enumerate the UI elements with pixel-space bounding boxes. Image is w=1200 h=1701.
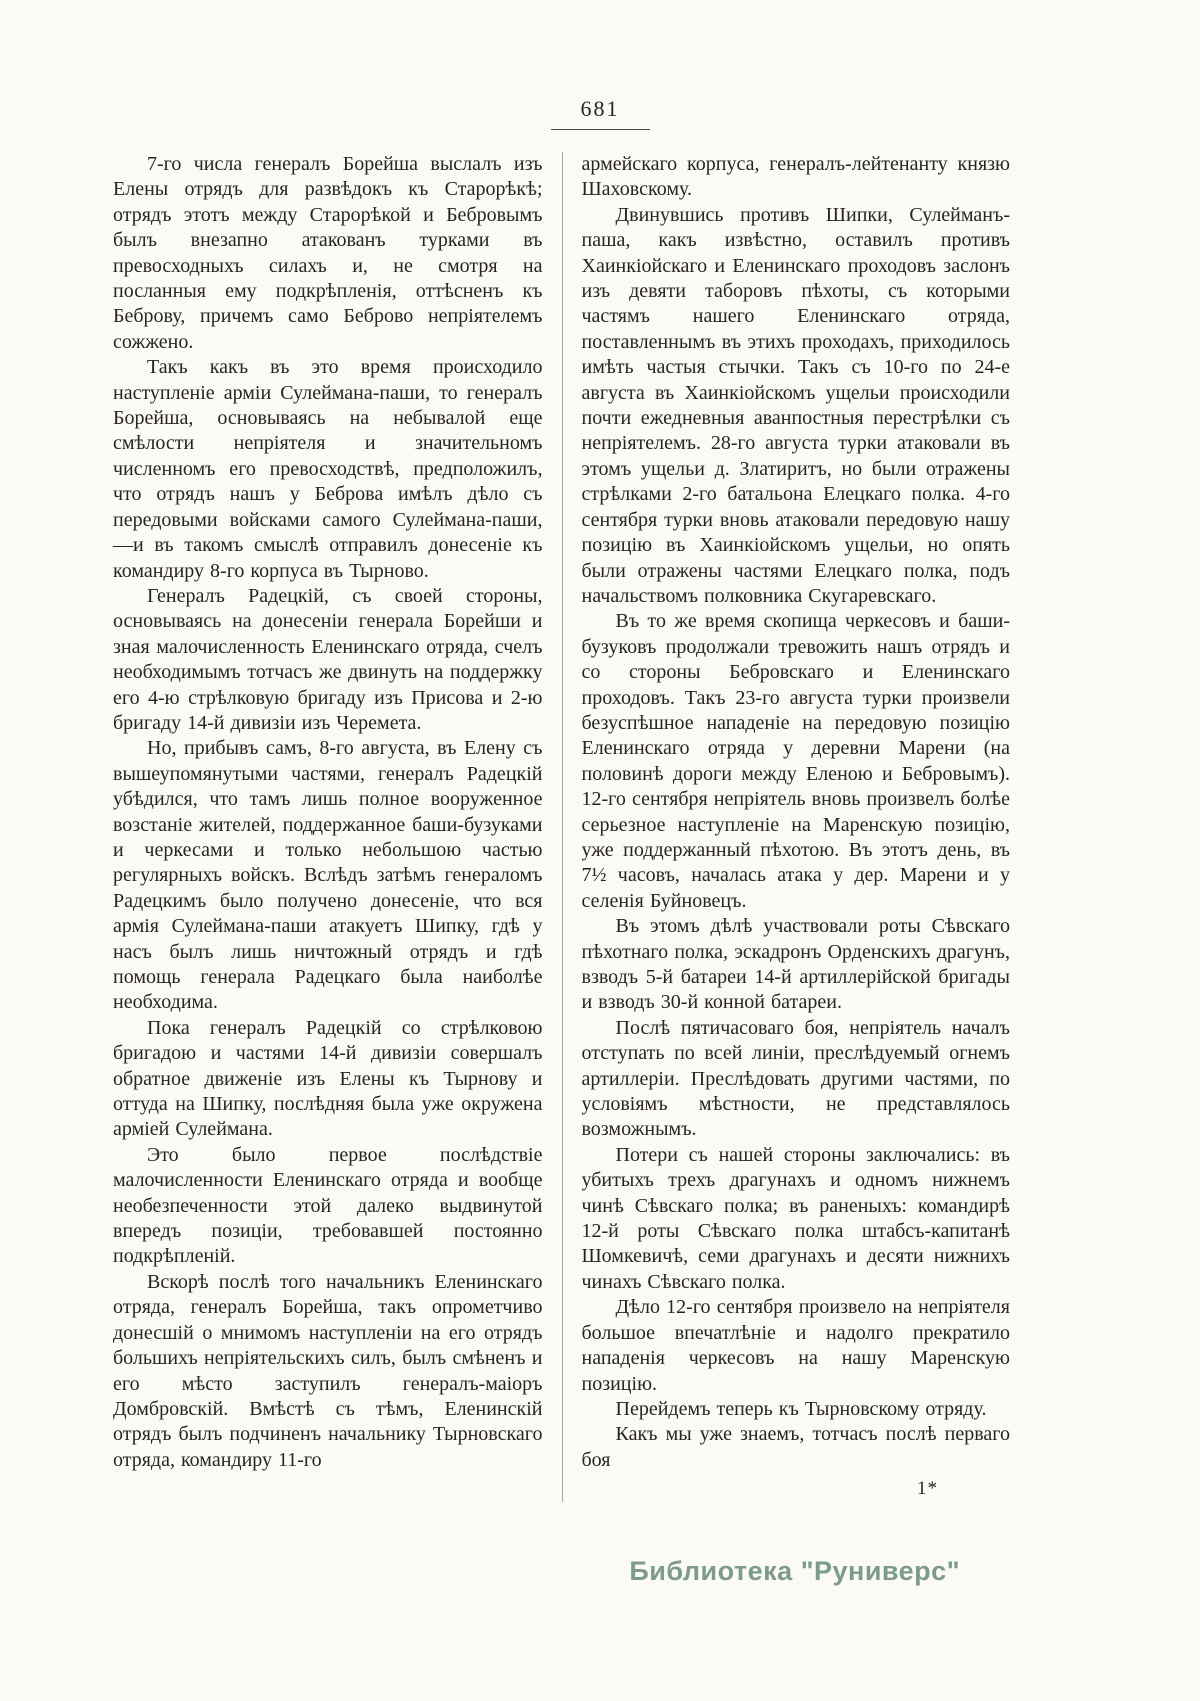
right-column	[562, 152, 1011, 1502]
paragraph: Но, прибывъ самъ, 8-го августа, въ Елену съ вышеупомянутыми частями, генералъ Радецкій убѣдился, что тамъ лишь полное вооруженное возстаніе жителей, поддержанное баши-бузуками и черкесами и только небольшою частью регулярныхъ войскъ. Вслѣдъ затѣмъ генераломъ Радецкимъ было получено донесеніе, что вся армія Сулеймана-паши атакуетъ Шипку, гдѣ у насъ былъ лишь ничтожный отрядъ и гдѣ помощь генерала Радецкаго была наиболѣе необходима.	[113, 737, 543, 1014]
signature-mark: 1*	[917, 1478, 938, 1500]
paragraph: Послѣ пятичасоваго боя, непріятель началъ отступать по всей линіи, преслѣдуемый огнемъ артиллеріи. Преслѣдовать другими частями, по условіямъ мѣстности, не представлялось возможнымъ.	[581, 1016, 1010, 1141]
page-header	[0, 96, 1200, 130]
paragraph: Дѣло 12-го сентября произвело на непріятеля большое впечатлѣніе и надолго прекратило нападенія черкесовъ на нашу Маренскую позицію.	[581, 1296, 1010, 1395]
paragraph: 7-го числа генералъ Борейша выслалъ изъ Елены отрядъ для развѣдокъ къ Старорѣкѣ; отрядъ этотъ между Старорѣкой и Бебровымъ былъ внезапно атакованъ турками въ превосходныхъ силахъ и, не смотря на посланныя ему подкрѣпленія, оттѣсненъ къ Беброву, причемъ само Беброво непріятелемъ сожжено.	[113, 153, 543, 353]
paragraph: Вскорѣ послѣ того начальникъ Еленинскаго отряда, генералъ Борейша, такъ опрометчиво донесшій о мнимомъ наступленіи на его отрядъ большихъ непріятельскихъ силъ, былъ смѣненъ и его мѣсто заступилъ генералъ-маіоръ Домбровскій. Вмѣстѣ съ тѣмъ, Еленинскій отрядъ былъ подчиненъ начальнику Тырновскаго отряда, командиру 11-го	[113, 1270, 543, 1471]
paragraph: Какъ мы уже знаемъ, тотчасъ послѣ перваго боя	[581, 1423, 1010, 1471]
paragraph: Пока генералъ Радецкій со стрѣлковою бригадою и частями 14-й дивизіи совершалъ обратное движеніе изъ Елены къ Тырнову и оттуда на Шипку, послѣдняя была уже окружена арміей Сулеймана.	[113, 1016, 543, 1141]
page-number: 681	[551, 96, 650, 130]
text-columns	[113, 152, 1010, 1502]
paragraph: Такъ какъ въ это время происходило наступленіе арміи Сулеймана-паши, то генералъ Борейша, основываясь на небывалой еще смѣлости непріятеля и значительномъ численномъ его превосходствѣ, предположилъ, что отрядъ нашъ у Беброва имѣлъ дѣло съ передовыми войсками самого Сулеймана-паши,—и въ такомъ смыслѣ отправилъ донесеніе къ командиру 8-го корпуса въ Тырново.	[113, 356, 543, 582]
left-column	[113, 152, 562, 1502]
paragraph: Перейдемъ теперь къ Тырновскому отряду.	[615, 1397, 987, 1420]
paragraph: Генералъ Радецкій, съ своей стороны, основываясь на донесеніи генерала Борейши и зная малочисленность Еленинскаго отряда, счелъ необходимымъ тотчасъ же двинуть на поддержку его 4-ю стрѣлковую бригаду изъ Присова и 2-ю бригаду 14-й дивизіи изъ Черемета.	[113, 584, 543, 734]
library-watermark: Библиотека "Руниверс"	[629, 1556, 960, 1586]
paragraph: Потери съ нашей стороны заключались: въ убитыхъ трехъ драгунахъ и одномъ нижнемъ чинѣ Сѣвскаго полка; въ раненыхъ: командирѣ 12-й роты Сѣвскаго полка штабсъ-капитанѣ Шомкевичѣ, семи драгунахъ и десяти нижнихъ чинахъ Сѣвскаго полка.	[581, 1143, 1010, 1293]
paragraph-continuation: армейскаго корпуса, генералъ-лейтенанту князю Шаховскому.	[581, 153, 1010, 201]
paragraph: Это было первое послѣдствіе малочисленности Еленинскаго отряда и вообще необезпеченности этой далеко выдвинутой впередъ позиціи, требовавшей постоянно подкрѣпленій.	[113, 1143, 543, 1268]
paragraph: Въ этомъ дѣлѣ участвовали роты Сѣвскаго пѣхотнаго полка, эскадронъ Орденскихъ драгунъ, взводъ 5-й батареи 14-й артиллерійской бригады и взводъ 30-й конной батареи.	[581, 915, 1010, 1014]
paragraph: Въ то же время скопища черкесовъ и баши-бузуковъ продолжали тревожить нашъ отрядъ и со стороны Бебровскаго и Еленинскаго проходовъ. Такъ 23-го августа турки произвели безуспѣшное нападеніе на передовую позицію Еленинскаго отряда у деревни Марени (на половинѣ дороги между Еленою и Бебровымъ). 12-го сентября непріятель вновь произвелъ болѣе серьезное наступленіе на Маренскую позицію, уже поддержанный пѣхотою. Въ этотъ день, въ 7½ часовъ, началась атака у дер. Марени и у селенія Буйновецъ.	[581, 610, 1010, 912]
paragraph: Двинувшись противъ Шипки, Сулейманъ-паша, какъ извѣстно, оставилъ противъ Хаинкіойскаго и Еленинскаго проходовъ заслонъ изъ девяти таборовъ пѣхоты, съ которыми частямъ нашего Еленинскаго отряда, поставленнымъ въ этихъ проходахъ, приходилось имѣть частыя стычки. Такъ съ 10-го по 24-е августа въ Хаинкіойскомъ ущельи происходили почти ежедневныя аванпостныя перестрѣлки съ непріятелемъ. 28-го августа турки атаковали въ этомъ ущельи д. Златиритъ, но были отражены стрѣлками 2-го батальона Елецкаго полка. 4-го сентября турки вновь атаковали передовую нашу позицію въ Хаинкіойскомъ ущельи, но опять были отражены частями Елецкаго полка, подъ начальствомъ полковника Скугаревскаго.	[581, 203, 1010, 607]
